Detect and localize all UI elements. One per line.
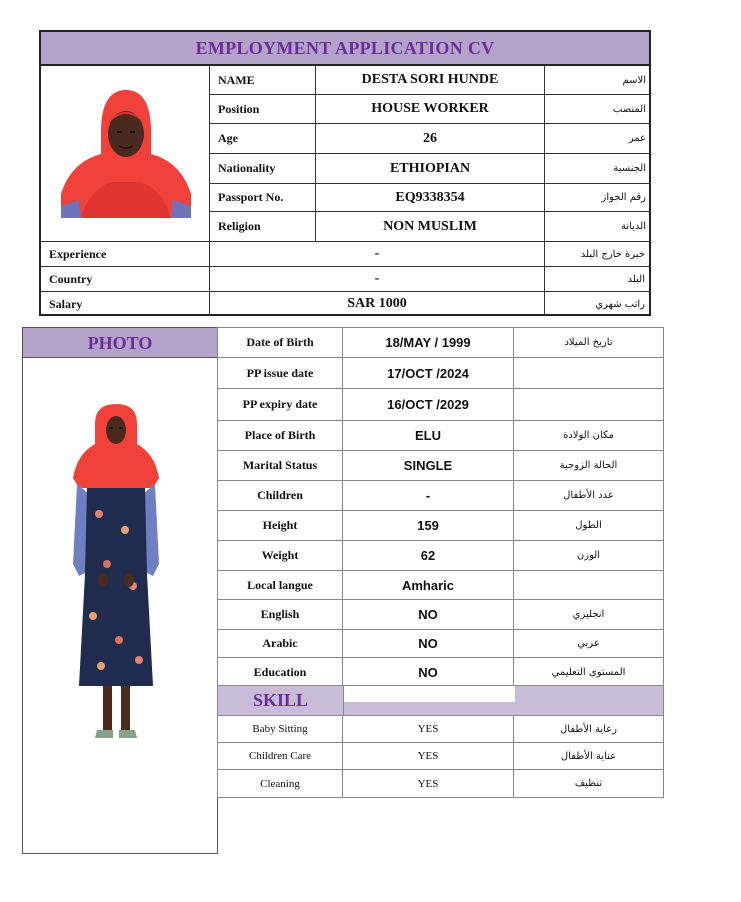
page-title: EMPLOYMENT APPLICATION CV	[41, 32, 649, 66]
skill-heading: SKILL	[218, 686, 344, 715]
skill-heading-row	[217, 685, 664, 716]
experience-value: -	[210, 242, 545, 266]
row-children	[217, 481, 664, 511]
row-experience	[41, 241, 651, 266]
weight-label: Weight	[217, 541, 343, 570]
skill-baby-sitting-value: YES	[343, 716, 514, 742]
position-label-arabic: المنصب	[612, 103, 646, 115]
skill-cleaning-arabic: تنظيف	[514, 770, 664, 797]
age-label: Age	[210, 124, 316, 153]
experience-label-arabic: خبرة خارج البلد	[580, 248, 645, 260]
skill-baby-sitting-arabic: رعاية الأطفال	[514, 716, 664, 742]
pp-issue-value: 17/OCT /2024	[343, 358, 514, 388]
passport-value: EQ9338354	[316, 184, 545, 211]
skill-children-care-value: YES	[343, 743, 514, 769]
marital-status-value: SINGLE	[343, 451, 514, 480]
weight-value: 62	[343, 541, 514, 570]
name-value: DESTA SORI HUNDE	[316, 66, 545, 94]
salary-label-arabic: راتب شهري	[595, 298, 645, 310]
age-label-arabic: عمر	[628, 133, 646, 144]
height-value: 159	[343, 511, 514, 540]
row-weight	[217, 541, 664, 571]
name-label: NAME	[210, 66, 316, 94]
portrait-cell	[41, 66, 210, 240]
local-language-value: Amharic	[343, 571, 514, 599]
salary-label: Salary	[41, 292, 210, 316]
height-label: Height	[217, 511, 343, 540]
dob-label-arabic: تاريخ الميلاد	[514, 328, 664, 357]
education-value: NO	[343, 658, 514, 686]
education-label-arabic: المستوى التعليمي	[514, 658, 664, 686]
row-salary	[41, 291, 651, 316]
row-position	[209, 95, 651, 124]
place-of-birth-value: ELU	[343, 421, 514, 450]
position-label: Position	[210, 95, 316, 123]
arabic-label-arabic: عربي	[514, 630, 664, 657]
row-skill-baby-sitting	[217, 716, 664, 743]
english-label-arabic: انجليزي	[514, 600, 664, 629]
pp-issue-label: PP issue date	[217, 358, 343, 388]
full-body-photo	[73, 404, 159, 748]
skill-children-care-arabic: عناية الأطفال	[514, 743, 664, 769]
row-place-of-birth	[217, 421, 664, 451]
photo-heading: PHOTO	[23, 328, 217, 358]
skill-heading-blank	[344, 686, 515, 702]
place-of-birth-label: Place of Birth	[217, 421, 343, 450]
row-pp-expiry	[217, 389, 664, 421]
marital-status-label-arabic: الحالة الزوجية	[514, 451, 664, 480]
passport-label-arabic: رقم الجواز	[601, 192, 646, 203]
religion-label: Religion	[210, 212, 316, 241]
country-label: Country	[41, 267, 210, 291]
row-education	[217, 658, 664, 686]
religion-value: NON MUSLIM	[316, 212, 545, 241]
row-skill-cleaning	[217, 770, 664, 798]
dob-value: 18/MAY / 1999	[343, 328, 514, 357]
row-local-language	[217, 571, 664, 600]
age-value: 26	[316, 124, 545, 153]
pp-expiry-value: 16/OCT /2029	[343, 389, 514, 420]
english-label: English	[217, 600, 343, 629]
row-age	[209, 124, 651, 154]
skill-baby-sitting-label: Baby Sitting	[217, 716, 343, 742]
skill-cleaning-label: Cleaning	[217, 770, 343, 797]
salary-value: SAR 1000	[210, 292, 545, 316]
name-label-arabic: الاسم	[622, 74, 646, 86]
education-label: Education	[217, 658, 343, 686]
marital-status-label: Marital Status	[217, 451, 343, 480]
height-label-arabic: الطول	[514, 511, 664, 540]
place-of-birth-label-arabic: مكان الولادة	[514, 421, 664, 450]
pp-expiry-label: PP expiry date	[217, 389, 343, 420]
position-value: HOUSE WORKER	[316, 95, 545, 123]
arabic-value: NO	[343, 630, 514, 657]
weight-label-arabic: الوزن	[514, 541, 664, 570]
row-marital-status	[217, 451, 664, 481]
country-label-arabic: البلد	[627, 273, 645, 285]
row-country	[41, 266, 651, 291]
skill-cleaning-value: YES	[343, 770, 514, 797]
full-photo-panel	[22, 327, 218, 854]
local-language-label: Local langue	[217, 571, 343, 599]
portrait-photo	[61, 82, 191, 218]
children-value: -	[343, 481, 514, 510]
skill-children-care-label: Children Care	[217, 743, 343, 769]
passport-label: Passport No.	[210, 184, 316, 211]
country-value: -	[210, 267, 545, 291]
row-english	[217, 600, 664, 630]
row-religion	[209, 212, 651, 241]
row-nationality	[209, 154, 651, 184]
cv-summary-table	[39, 30, 651, 316]
row-date-of-birth	[217, 327, 664, 358]
arabic-label: Arabic	[217, 630, 343, 657]
english-value: NO	[343, 600, 514, 629]
nationality-label: Nationality	[210, 154, 316, 183]
nationality-value: ETHIOPIAN	[316, 154, 545, 183]
row-name	[209, 66, 651, 95]
pp-issue-label-arabic	[514, 358, 664, 388]
local-language-label-arabic	[514, 571, 664, 599]
pp-expiry-label-arabic	[514, 389, 664, 420]
nationality-label-arabic: الجنسية	[613, 163, 646, 174]
dob-label: Date of Birth	[217, 328, 343, 357]
experience-label: Experience	[41, 242, 210, 266]
row-arabic	[217, 630, 664, 658]
row-skill-children-care	[217, 743, 664, 770]
row-passport	[209, 184, 651, 212]
row-height	[217, 511, 664, 541]
children-label-arabic: عدد الأطفال	[514, 481, 664, 510]
religion-label-arabic: الديانة	[620, 221, 646, 232]
row-pp-issue	[217, 358, 664, 389]
children-label: Children	[217, 481, 343, 510]
